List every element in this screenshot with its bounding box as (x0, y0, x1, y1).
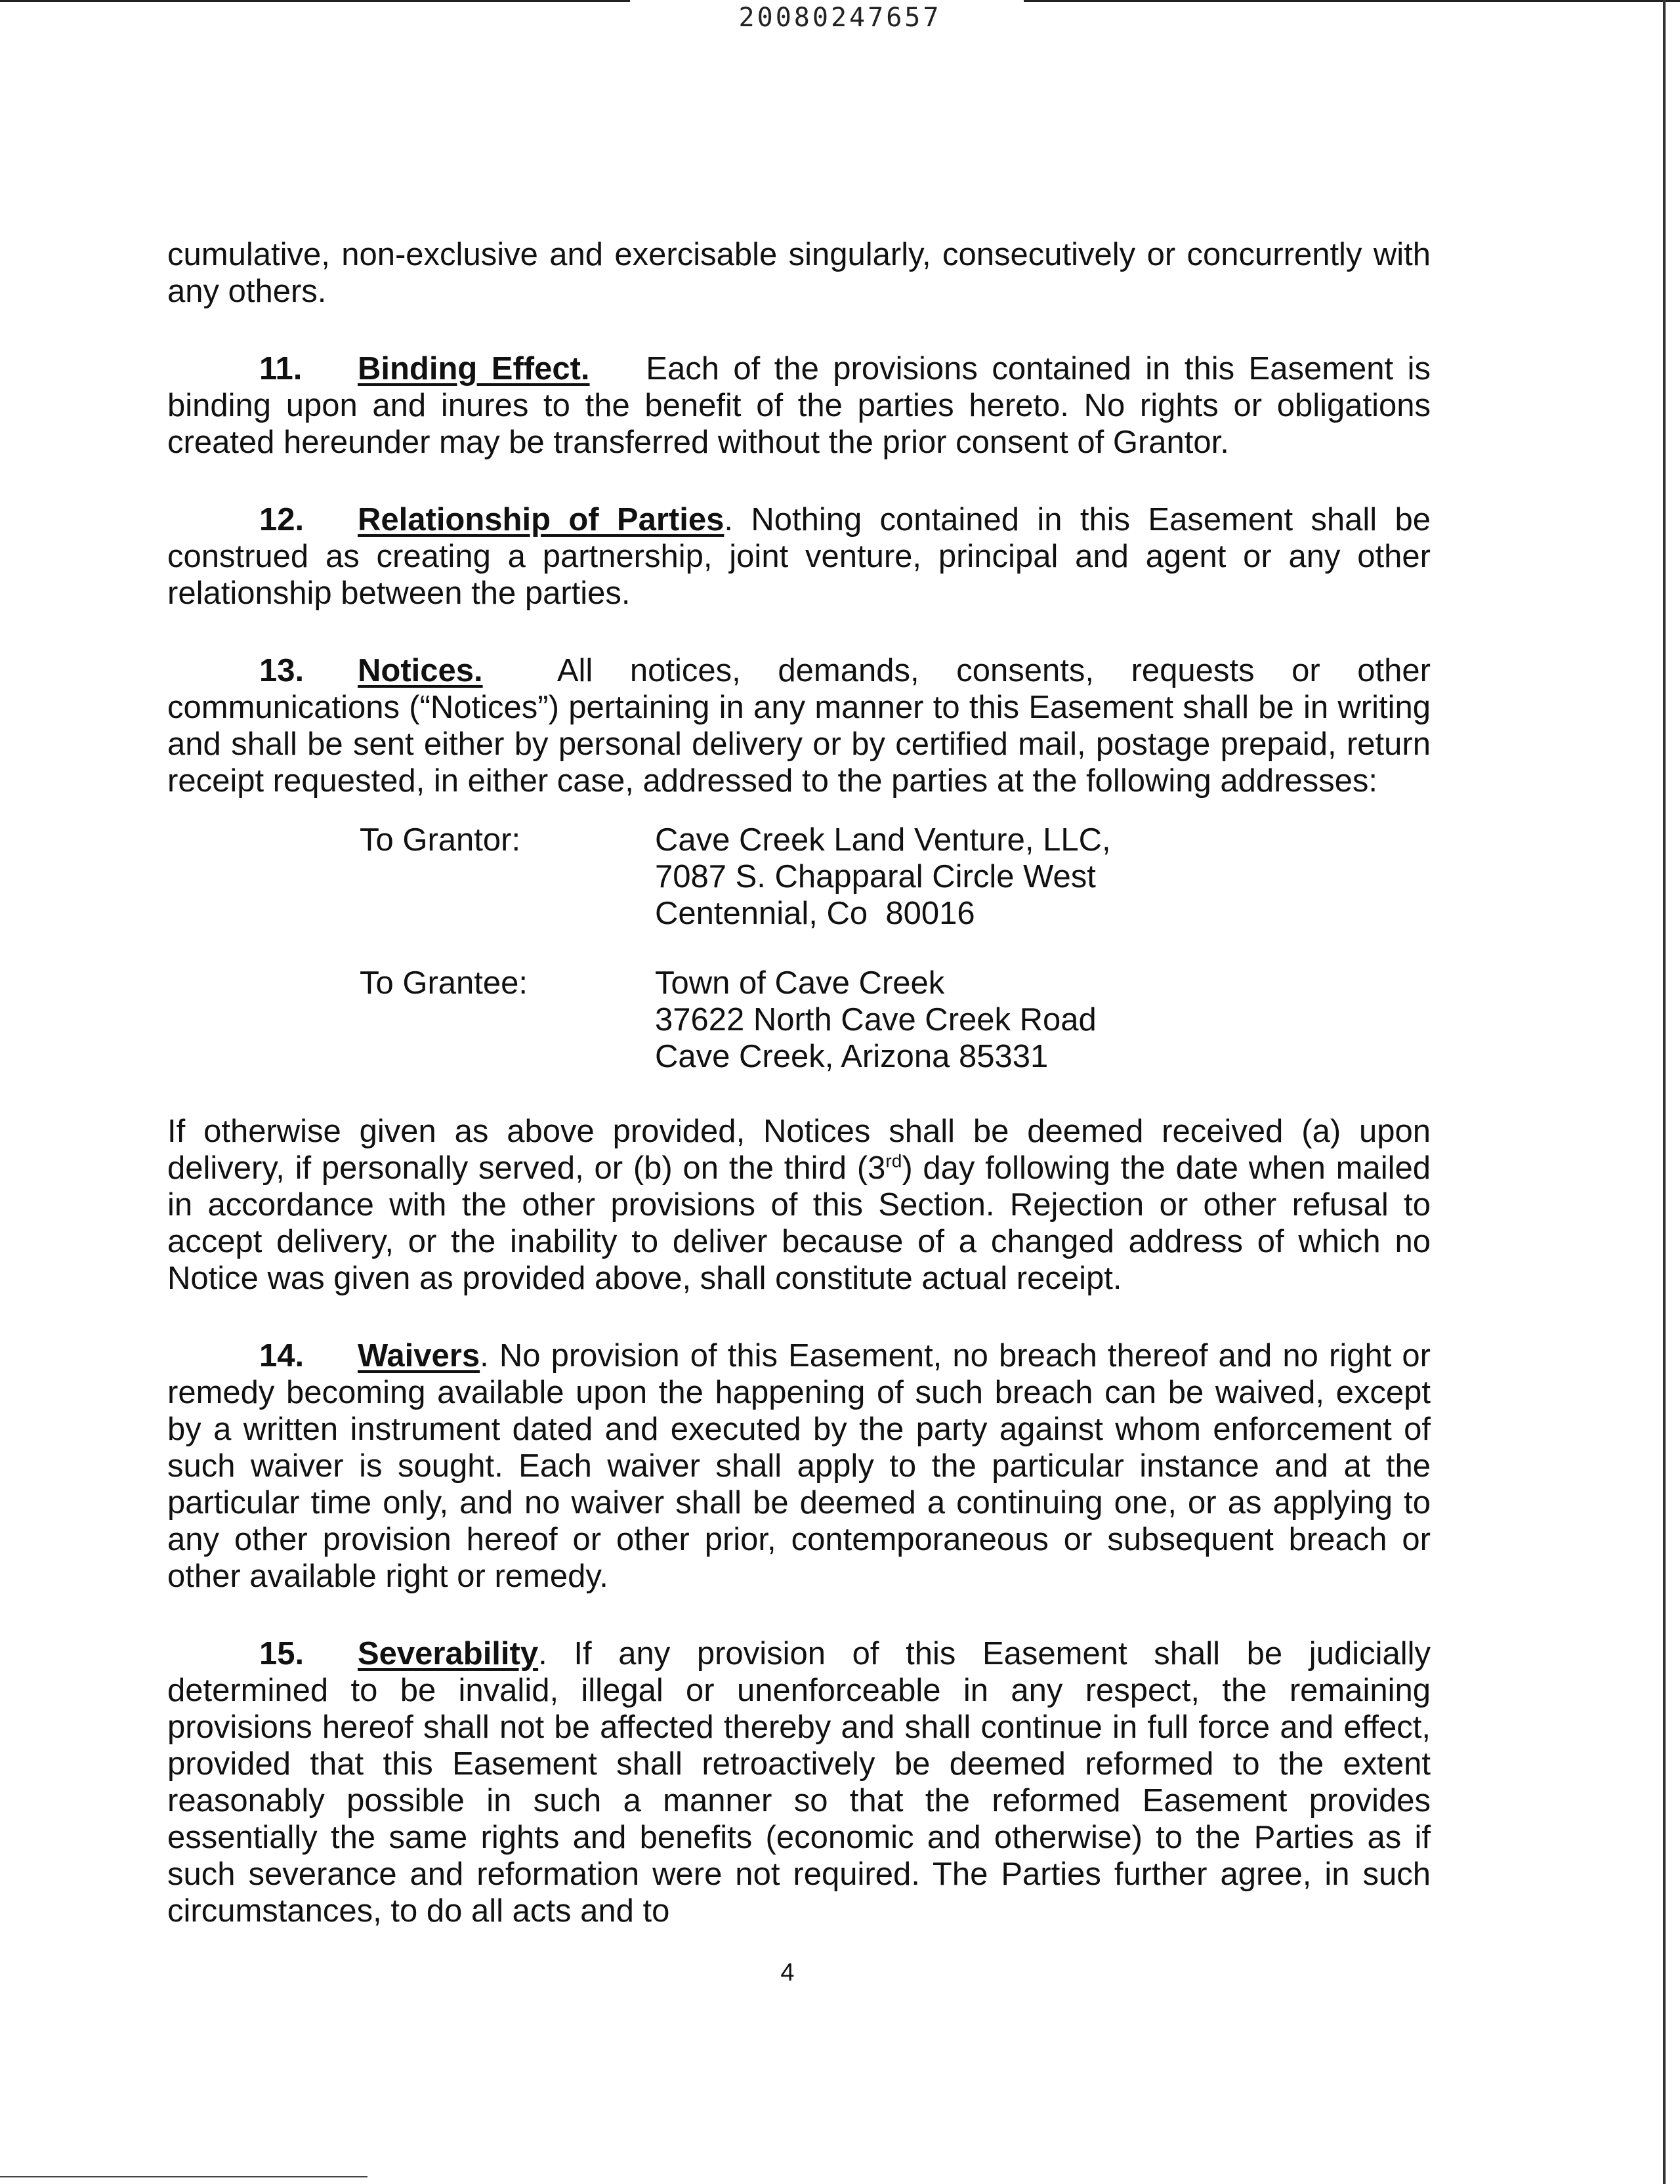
section-number: 11. (259, 351, 303, 387)
section-body: . If any provision of this Easement shall be judicially determined to be invalid, illegal or unenforceable in any respect, the remaining provisions hereof shall not be affected thereby and shall continue in full force and effect, provided that this Easement shall retroactively be deemed reformed to the extent reasonably possible in such a manner so that the reformed Easement provides essentially the same rights and benefits (economic and otherwise) to the Parties as if such severance and reformation were not required. The Parties further agree, in such circumstances, to do all acts and to (167, 1636, 1431, 1929)
address-line: Cave Creek, Arizona 85331 (655, 1039, 1049, 1074)
section-13 (167, 652, 1431, 799)
section-number: 15. (259, 1636, 304, 1671)
grantee-label: To Grantee: (360, 965, 528, 1001)
document-number: 20080247657 (738, 3, 942, 33)
continuation-paragraph: cumulative, non-exclusive and exercisable singularly, consecutively or concurrently with any others. (167, 237, 1431, 309)
address-line: Cave Creek Land Venture, LLC, (655, 822, 1111, 858)
grantor-label: To Grantor: (360, 822, 521, 858)
section-title: Severability (358, 1636, 539, 1671)
section-number: 13. (259, 653, 304, 688)
section-11 (167, 350, 1431, 461)
section-15 (167, 1635, 1431, 1929)
page-border-top-left (0, 0, 630, 2)
document-body (167, 236, 1431, 1970)
page-border-top-right (1024, 0, 1680, 2)
page-number: 4 (780, 1959, 795, 1986)
grantor-address-block (360, 822, 1431, 932)
grantee-address-block (360, 965, 1431, 1075)
ordinal-superscript: rd (885, 1150, 902, 1171)
section-12 (167, 501, 1431, 612)
section-body: All notices, demands, consents, requests or other communications (“Notices”) pertaining in any manner to this Easement shall be in writing and shall be sent either by personal delivery or by certified mail, postage prepaid, return receipt requested, in either case, addressed to the parties at the following addresses: (167, 653, 1431, 799)
address-line: Town of Cave Creek (655, 965, 945, 1001)
section-14 (167, 1337, 1431, 1595)
address-line: Centennial, Co 80016 (655, 896, 975, 931)
page-border-right (1663, 0, 1666, 2184)
section-title: Waivers (358, 1338, 480, 1374)
receipt-text-part1: If otherwise given as above provided, Notices shall be deemed received (a) upon delivery, if personally served, or (b) on the third (3 (167, 1114, 1431, 1186)
section-body: . Nothing contained in this Easement shall be construed as creating a partnership, joint venture, principal and agent or any other relationship between the parties. (167, 502, 1431, 611)
address-line: 37622 North Cave Creek Road (655, 1002, 1097, 1038)
section-body: . No provision of this Easement, no breach thereof and no right or remedy becoming available upon the happening of such breach can be waived, except by a written instrument dated and executed by the party against whom enforcement of such waiver is sought. Each waiver shall apply to the particular instance and at the particular time only, and no waiver shall be deemed a continuing one, or as applying to any other provision hereof or other prior, contemporaneous or subsequent breach or other available right or remedy. (167, 1338, 1431, 1594)
section-number: 14. (259, 1338, 304, 1374)
notice-addresses (360, 822, 1431, 1075)
section-body: Each of the provisions contained in this Easement is binding upon and inures to the benefit of the parties hereto. No rights or obligations created hereunder may be transferred without the prior consent of Grantor. (167, 351, 1431, 460)
grantee-address (655, 965, 1097, 1075)
address-line: 7087 S. Chapparal Circle West (655, 859, 1096, 894)
section-title: Binding Effect. (358, 351, 590, 387)
page-border-bottom (0, 2176, 368, 2177)
section-number: 12. (259, 502, 304, 537)
grantor-address (655, 822, 1111, 932)
section-title: Relationship of Parties (358, 502, 724, 537)
receipt-text-part2: ) day following the date when mailed in accordance with the other provisions of this Section. Rejection or other refusal to accept delivery, or the inability to deliver because of a changed address of which no Notice was given as provided above, shall constitute actual receipt. (167, 1150, 1431, 1296)
notices-receipt-paragraph (167, 1113, 1431, 1297)
section-title: Notices. (358, 653, 483, 688)
